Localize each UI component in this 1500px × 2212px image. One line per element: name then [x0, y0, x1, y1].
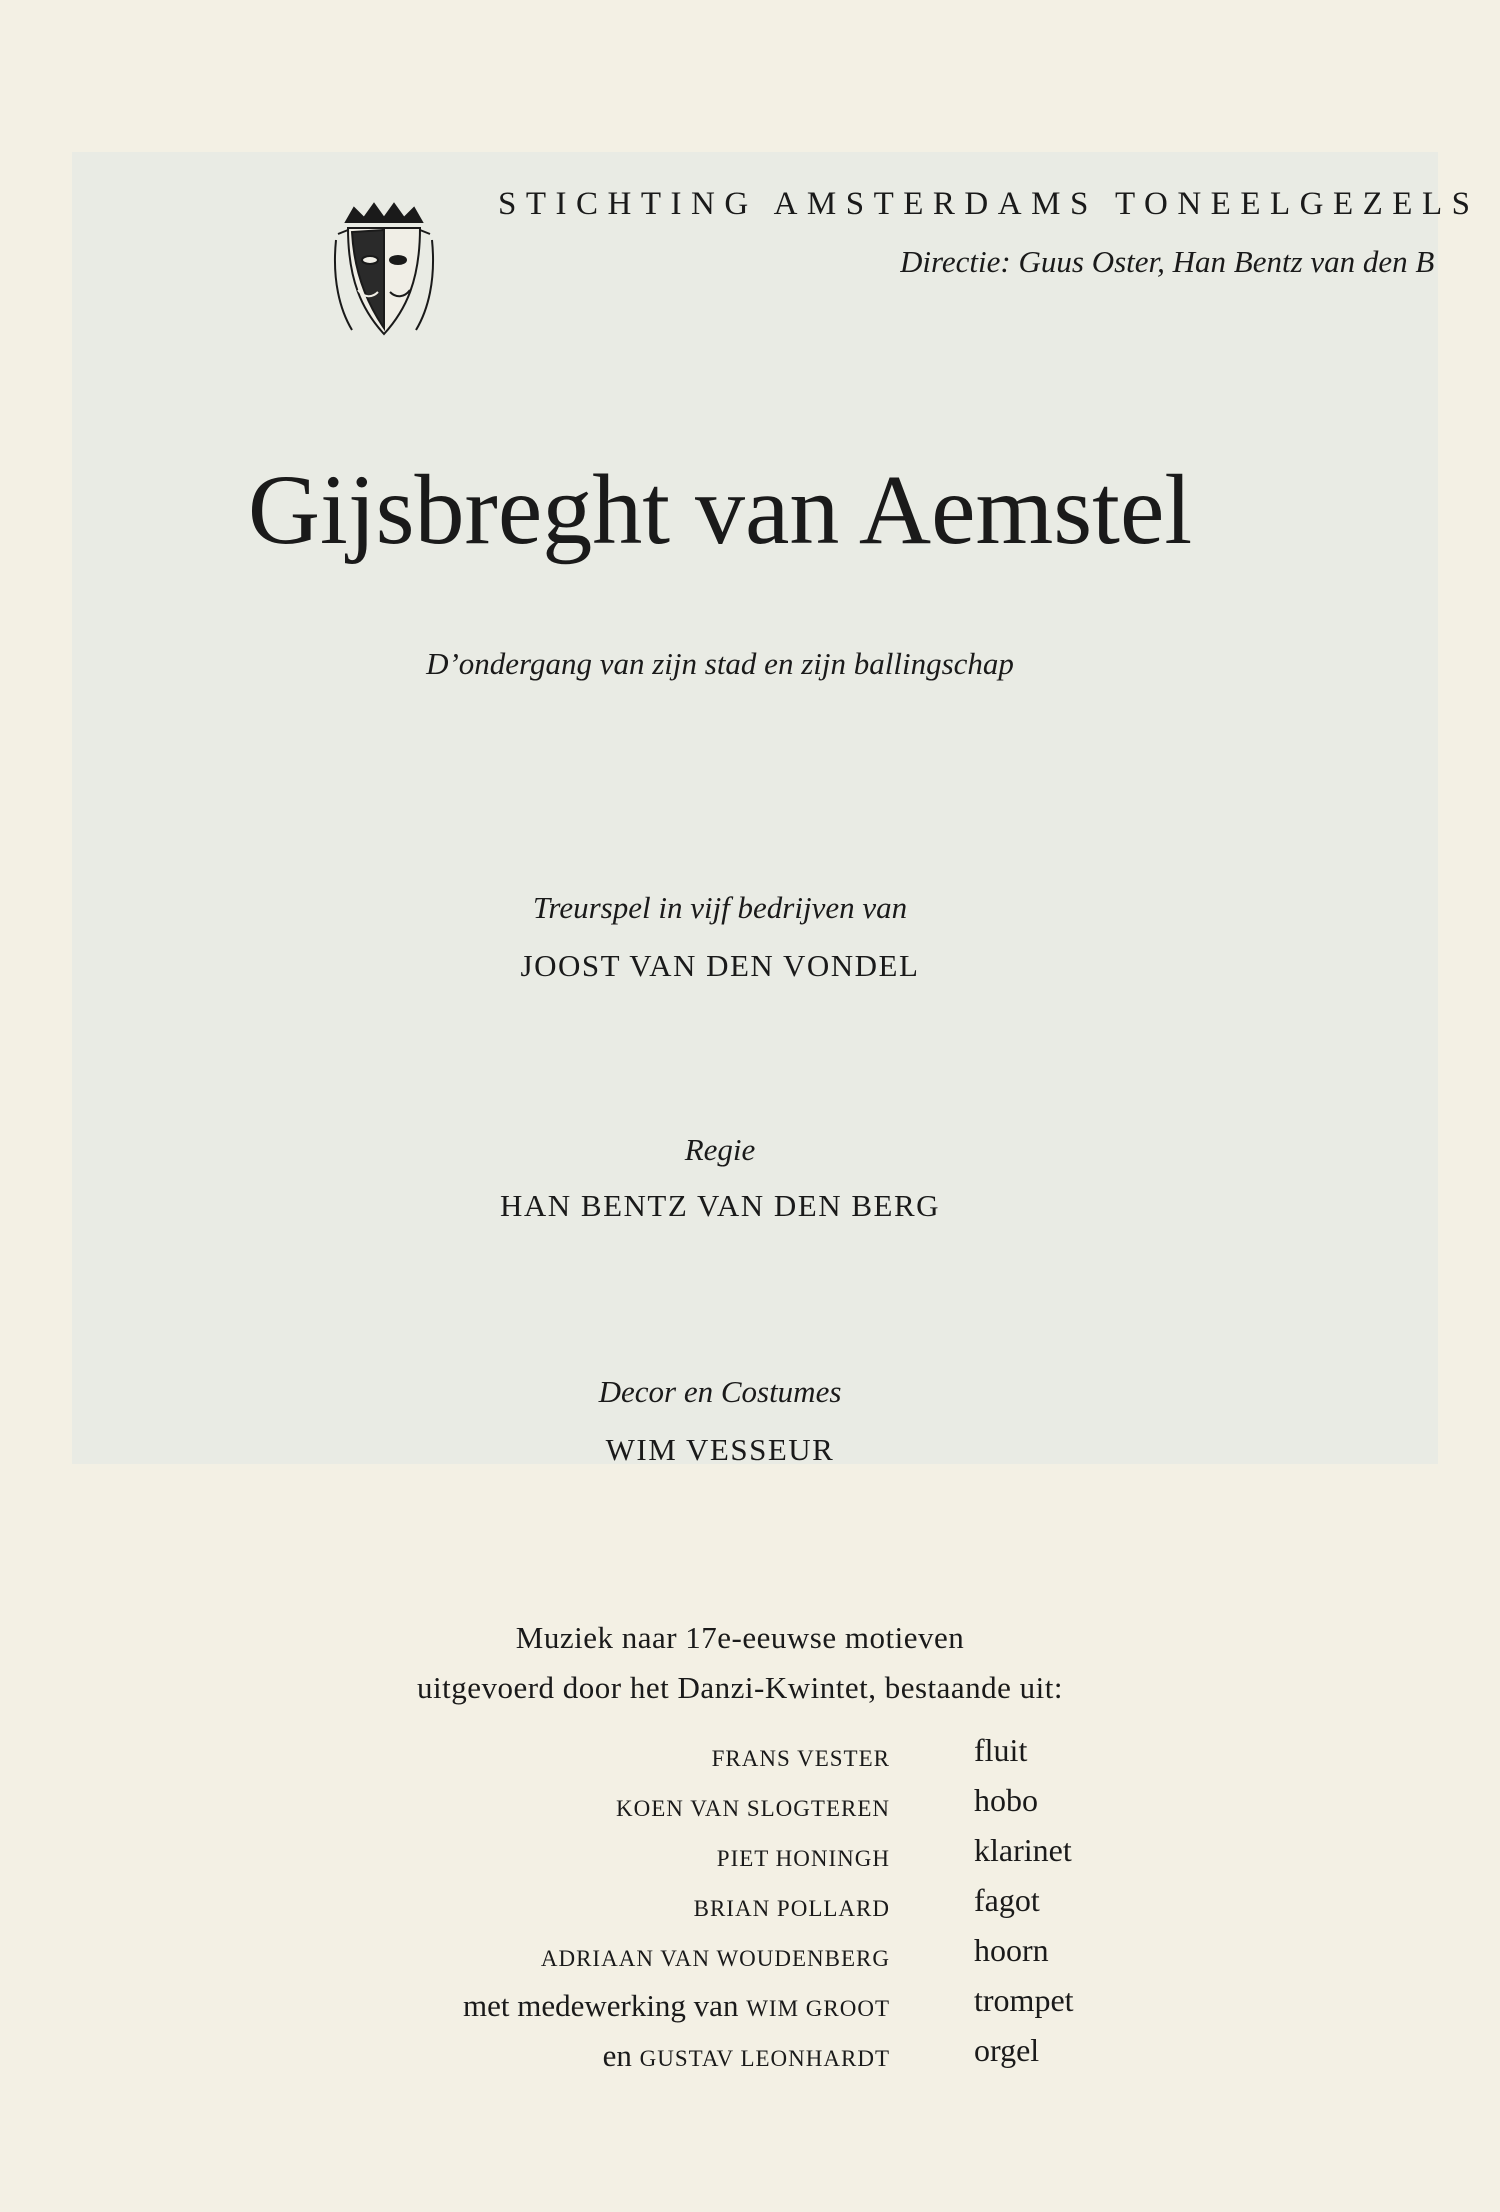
play-label: Treurspel in vijf bedrijven van — [532, 890, 908, 925]
background-panel — [72, 152, 1438, 1464]
musician-row — [0, 1832, 1500, 1888]
musician-prefix: met medewerking van — [462, 1988, 747, 2023]
musician-name: WIM GROOT — [746, 1996, 890, 2021]
musician-row — [0, 1982, 1500, 2038]
musician-instrument: hobo — [974, 1782, 1038, 1818]
organization-name: STICHTING AMSTERDAMS TONEELGEZELS — [498, 186, 1480, 222]
director-name: HAN BENTZ VAN DEN BERG — [499, 1188, 941, 1223]
play-subtitle: D’ondergang van zijn stad en zijn ballingschap — [426, 646, 1014, 681]
musician-instrument: trompet — [974, 1982, 1074, 2018]
music-line-1: Muziek naar 17e-eeuwse motieven — [515, 1620, 965, 1655]
direction-line: Directie: Guus Oster, Han Bentz van den B — [900, 244, 1435, 279]
music-line-2: uitgevoerd door het Danzi-Kwintet, bestaande uit: — [416, 1670, 1064, 1705]
musician-name: ADRIAAN VAN WOUDENBERG — [540, 1946, 890, 1971]
musician-name: KOEN VAN SLOGTEREN — [616, 1796, 890, 1821]
designer-name: WIM VESSEUR — [605, 1432, 835, 1467]
musician-row — [0, 1732, 1500, 1788]
musician-row — [0, 1882, 1500, 1938]
musician-instrument: fluit — [974, 1732, 1028, 1768]
musician-instrument: klarinet — [974, 1832, 1072, 1868]
musician-instrument: fagot — [974, 1882, 1040, 1918]
musicians-list — [0, 1732, 1500, 2088]
musician-prefix: en — [602, 2038, 640, 2073]
design-label: Decor en Costumes — [598, 1374, 842, 1409]
musician-instrument: orgel — [974, 2032, 1040, 2068]
musician-name: PIET HONINGH — [716, 1846, 890, 1871]
musician-row — [0, 1782, 1500, 1838]
theatre-mask-crest-icon — [332, 200, 436, 340]
musician-name: BRIAN POLLARD — [693, 1896, 890, 1921]
musician-name: GUSTAV LEONHARDT — [639, 2046, 890, 2071]
direction-label: Regie — [684, 1132, 756, 1167]
play-author: JOOST VAN DEN VONDEL — [520, 948, 920, 983]
musician-row — [0, 2032, 1500, 2088]
musician-name: FRANS VESTER — [711, 1746, 890, 1771]
musician-row — [0, 1932, 1500, 1988]
play-title: Gijsbreght van Aemstel — [247, 454, 1193, 565]
musician-instrument: hoorn — [974, 1932, 1049, 1968]
